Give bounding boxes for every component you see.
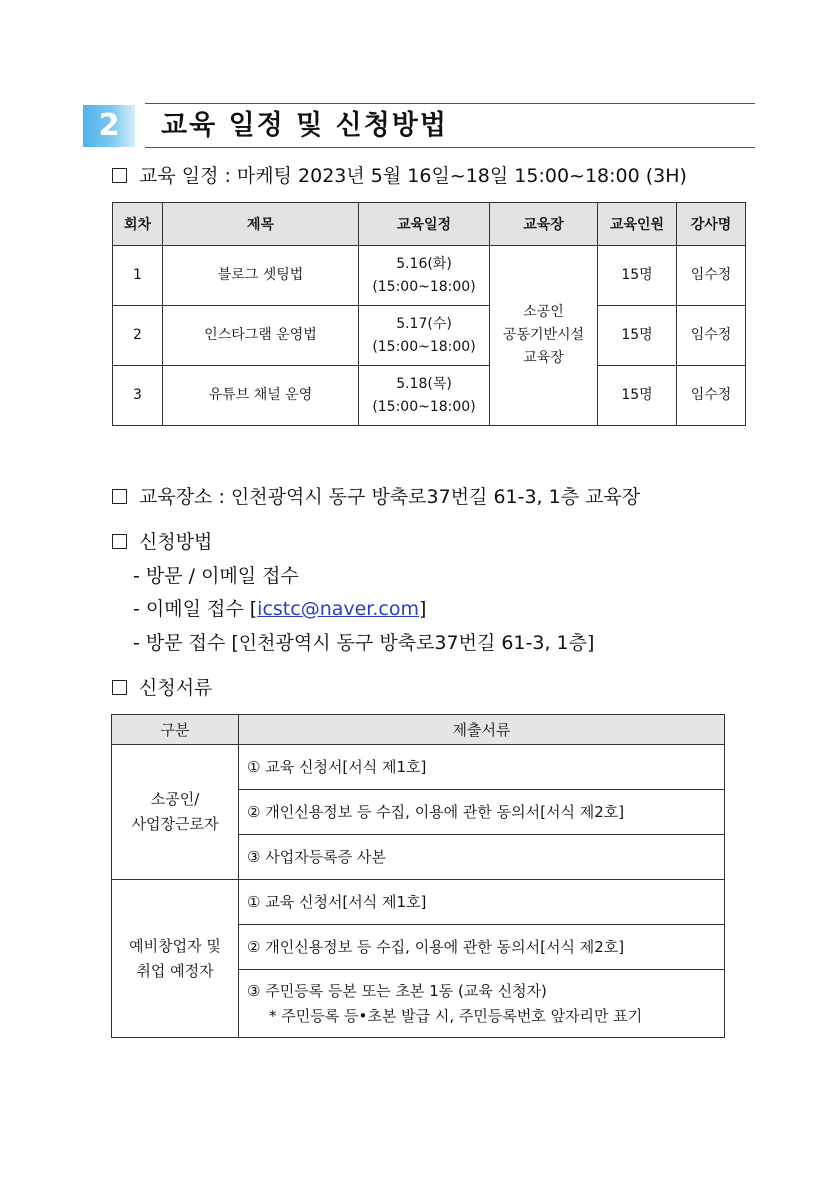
header-title: 제목 xyxy=(163,203,359,246)
row-capacity: 15명 xyxy=(598,306,677,366)
location-line-text: 교육장소 : 인천광역시 동구 방축로37번길 61-3, 1층 교육장 xyxy=(139,486,641,508)
document-item: ① 교육 신청서[서식 제1호] xyxy=(239,745,725,790)
row-capacity: 15명 xyxy=(598,366,677,426)
document-item: ③ 사업자등록증 사본 xyxy=(239,835,725,880)
document-note: * 주민등록 등•초본 발급 시, 주민등록번호 앞자리만 표기 xyxy=(269,1006,643,1025)
document-item: ③ 주민등록 등본 또는 초본 1동 (교육 신청자) * 주민등록 등•초본 발급 시, 주민등록번호 앞자리만 표기 xyxy=(239,970,725,1038)
docs-header-row xyxy=(112,715,725,745)
schedule-line-text: 교육 일정 : 마케팅 2023년 5월 16일~18일 15:00~18:00 (3H) xyxy=(139,165,687,187)
venue-cell: 소공인 공동기반시설 교육장 xyxy=(490,246,598,426)
email-link[interactable]: icstc@naver.com xyxy=(257,598,419,620)
row-date: 5.18(목) (15:00~18:00) xyxy=(359,366,490,426)
title-rule-top xyxy=(145,103,755,104)
apply-item-email: - 이메일 접수 [icstc@naver.com] xyxy=(133,598,427,620)
header-round: 회차 xyxy=(113,203,163,246)
section-number-badge: 2 xyxy=(83,105,135,147)
document-item: ② 개인신용정보 등 수집, 이용에 관한 동의서[서식 제2호] xyxy=(239,925,725,970)
row-title: 유튜브 채널 운영 xyxy=(163,366,359,426)
table-row xyxy=(113,246,746,306)
row-date: 5.17(수) (15:00~18:00) xyxy=(359,306,490,366)
section-title: 교육 일정 및 신청방법 xyxy=(161,110,448,141)
document-item: ② 개인신용정보 등 수집, 이용에 관한 동의서[서식 제2호] xyxy=(239,790,725,835)
apply-heading-text: 신청방법 xyxy=(139,531,213,553)
checkbox-bullet-icon xyxy=(112,489,127,504)
row-number: 2 xyxy=(113,306,163,366)
checkbox-bullet-icon xyxy=(112,680,127,695)
apply-item-visit-email: - 방문 / 이메일 접수 xyxy=(133,565,299,587)
header-venue: 교육장 xyxy=(490,203,598,246)
apply-heading xyxy=(112,529,212,555)
table-row xyxy=(112,745,725,790)
schedule-line xyxy=(112,163,687,189)
checkbox-bullet-icon xyxy=(112,168,127,183)
row-instructor: 임수정 xyxy=(677,306,746,366)
header-instructor: 강사명 xyxy=(677,203,746,246)
checkbox-bullet-icon xyxy=(112,534,127,549)
row-title: 블로그 셋팅법 xyxy=(163,246,359,306)
documents-table xyxy=(111,714,725,1038)
header-category: 구분 xyxy=(112,715,239,745)
category-cell: 소공인/ 사업장근로자 xyxy=(112,745,239,880)
docs-heading xyxy=(112,675,212,701)
row-instructor: 임수정 xyxy=(677,366,746,426)
row-title: 인스타그램 운영법 xyxy=(163,306,359,366)
schedule-header-row xyxy=(113,203,746,246)
row-capacity: 15명 xyxy=(598,246,677,306)
location-line xyxy=(112,484,640,510)
category-cell: 예비창업자 및 취업 예정자 xyxy=(112,880,239,1038)
docs-heading-text: 신청서류 xyxy=(139,677,213,699)
title-rule-bottom xyxy=(145,147,755,148)
apply-item-visit: - 방문 접수 [인천광역시 동구 방축로37번길 61-3, 1층] xyxy=(133,632,595,654)
row-number: 3 xyxy=(113,366,163,426)
row-number: 1 xyxy=(113,246,163,306)
table-row xyxy=(112,880,725,925)
header-documents: 제출서류 xyxy=(239,715,725,745)
row-date: 5.16(화) (15:00~18:00) xyxy=(359,246,490,306)
table-row xyxy=(113,306,746,366)
section-header xyxy=(83,100,755,150)
table-row xyxy=(113,366,746,426)
document-item: ① 교육 신청서[서식 제1호] xyxy=(239,880,725,925)
header-capacity: 교육인원 xyxy=(598,203,677,246)
header-date: 교육일정 xyxy=(359,203,490,246)
schedule-table xyxy=(112,202,746,426)
row-instructor: 임수정 xyxy=(677,246,746,306)
